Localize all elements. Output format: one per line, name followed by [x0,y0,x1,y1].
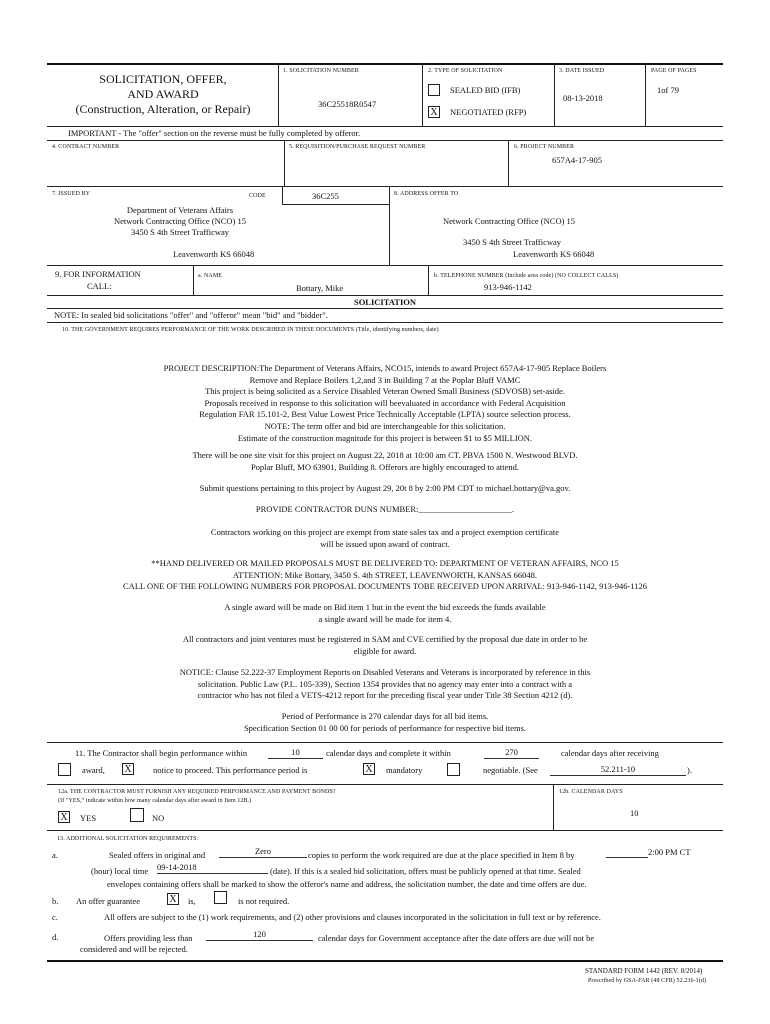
form-title-line1: SOLICITATION, OFFER, [99,72,227,86]
date-issued[interactable]: 08-13-2018 [563,93,603,103]
negotiated-label: NEGOTIATED (RFP) [450,107,527,117]
duns-number [80,504,690,516]
text-line: All contractors and joint ventures must be registered in SAM and CVE certified by the proposal due date in order to be [182,634,588,644]
issued-by-line3: 3450 S 4th Street Trafficway [130,227,230,237]
divider [554,63,555,126]
text-line: ATTENTION: Mike Bottary, 3450 S. 4th STREET, LEAVENWORTH, KANSAS 66048. [232,569,538,580]
item13d-text3: considered and will be rejected. [80,944,188,954]
code-label: CODE [249,193,266,199]
performance-period [80,711,690,734]
bonds-yes-checkbox[interactable]: X [58,811,70,823]
item13a-text1: Sealed offers in original and [109,850,206,860]
site-visit [80,450,690,473]
underline [550,775,686,776]
sealed-bid-label: SEALED BID (IFB) [450,85,521,95]
underline [484,758,539,759]
form-number: STANDARD FORM 1442 (REV. 8/2014) [585,967,703,975]
copies-value[interactable]: Zero [254,846,272,856]
text-line: will be issued upon award of contract. [320,538,450,549]
bonds-yes-label: YES [80,813,97,823]
prescribed-by: Prescribed by GSA-FAR (48 CFR) 52.236-1(d) [588,978,707,984]
text-line: a single award will be made for item 4. [318,613,452,624]
bonds-no-checkbox[interactable] [130,808,144,822]
issued-by-label: 7. ISSUED BY [52,191,91,197]
solicitation-type-label: 2. TYPE OF SOLICITATION [428,68,503,74]
name-label: a. NAME [198,273,223,279]
divider [645,63,646,126]
complete-days[interactable]: 270 [505,747,518,757]
rule [47,742,723,743]
rule [47,126,723,127]
delivery-instructions [80,558,690,593]
sealed-bid-checkbox[interactable] [428,84,440,96]
item13b-text2: is not required. [238,896,290,906]
negotiable-label: negotiable. (See [483,765,538,775]
item10-label: 10. THE GOVERNMENT REQUIRES PERFORMANCE OF THE WORK DESCRIBED IN THESE DOCUMENTS (Title, identifying numbers, date) [62,327,439,333]
divider [193,265,194,295]
divider [428,265,429,295]
divider [553,784,554,830]
award-label: award, [82,765,105,775]
notice-checkbox[interactable]: X [122,763,134,775]
divider [389,186,390,265]
negotiated-checkbox[interactable]: X [428,106,440,118]
questions-deadline [80,483,690,495]
text-line: **HAND DELIVERED OR MAILED PROPOSALS MUST BE DELIVERED TO: DEPARTMENT OF VETERAN AFFAIRS, NCO 15 [151,558,619,568]
divider [508,140,509,186]
text-line: NOTE: The term offer and bid are interchangeable for this solicitation. [264,420,506,431]
underline [219,857,307,858]
item13a-letter: a. [52,850,58,860]
text-line: PROVIDE CONTRACTOR DUNS NUMBER:______________________. [255,504,515,514]
solicitation-heading: SOLICITATION [353,297,417,307]
rule [47,186,723,187]
item13c-text: All offers are subject to the (1) work requirements, and (2) other provisions and clauses incorporated in the solicitation in full text or by reference. [104,912,601,922]
item13d-text2: calendar days for Government acceptance after the date offers are due will not be [318,933,595,943]
project-number[interactable]: 657A4-17-905 [552,155,603,165]
text-line: Remove and Replace Boilers 1,2,and 3 in Building 7 at the Poplar Bluff VAMC [249,374,521,385]
text-line: Regulation FAR 15.101-2, Best Value Lowest Price Technically Acceptable (LPTA) source selection process. [199,409,571,420]
item13a-local: (hour) local time [91,866,149,876]
rule [47,830,723,831]
page-of-pages-label: PAGE OF PAGES [651,68,697,74]
divider [278,63,279,126]
page-count: 1of 79 [657,85,679,95]
rule [47,322,723,323]
item13b-letter: b. [52,896,59,906]
award-checkbox[interactable] [58,763,71,776]
text-line: A single award will be made on Bid item 1 but in the event the bid exceeds the funds available [224,602,546,612]
item12a-label: 12a. THE CONTRACTOR MUST FURNISH ANY REQUIRED PERFORMANCE AND PAYMENT BONDS? [58,789,336,795]
contract-number-label: 4. CONTRACT NUMBER [52,144,120,150]
address-offer-label: 8. ADDRESS OFFER TO [394,191,459,197]
rule [47,784,723,785]
item11-close: ). [687,765,692,775]
item13c-letter: c. [52,912,58,922]
item13a-text2: copies to perform the work required are due at the place specified in Item 8 by [308,850,575,860]
text-line: PROJECT DESCRIPTION:The Department of Veterans Affairs, NCO15, intends to award Project 657A4-17-905 Replace Boilers [163,363,607,373]
item11-text1: 11. The Contractor shall begin performance within [75,748,248,758]
address-line1: Network Contracting Office (NCO) 15 [443,216,576,226]
underline [206,940,313,941]
text-line: contractor who has not filed a VETS-4212 report for the preceding fiscal year under Title 38 Section 4212 (d). [197,690,573,701]
guarantee-not-checkbox[interactable] [214,891,227,904]
text-line: Period of Performance is 270 calendar days for all bid items. [281,711,489,721]
item13a-text3: (date). If this is a sealed bid solicitation, offers must be publicly opened at that time. Sealed [270,866,581,876]
divider [422,63,423,126]
text-line: Submit questions pertaining to this project by August 29, 20t 8 by 2:00 PM CDT to michael.bottary@va.gov. [199,483,571,493]
vets-notice [80,667,690,702]
code-value[interactable]: 36C255 [312,191,339,201]
issued-by-line2: Network Contracting Office (NCO) 15 [113,216,247,226]
guarantee-is-checkbox[interactable]: X [167,893,179,905]
item13d-text1: Offers providing less than [104,933,193,943]
text-line: eligible for award. [353,645,417,656]
bonds-no-label: NO [152,813,165,823]
project-number-label: 6. PROJECT NUMBER [514,144,575,150]
text-line: NOTICE: Clause 52.222-37 Employment Reports on Disabled Veterans and Veterans is incorporated by reference in this [179,667,591,677]
mandatory-checkbox[interactable]: X [363,763,375,775]
phone-label: b. TELEPHONE NUMBER (Include area code) (NO COLLECT CALLS) [434,273,619,279]
negotiable-checkbox[interactable] [447,763,460,776]
important-note: IMPORTANT - The "offer" section on the reverse must be fully completed by offeror. [68,128,361,138]
text-line: Proposals received in response to this solicitation will beevaluated in accordance with Federal Acquisition [204,397,566,408]
divider [284,140,285,186]
rule [47,265,723,266]
info-label-2: CALL: [87,281,112,291]
rule [47,140,723,141]
rule [47,308,723,309]
solicitation-number-label: 1. SOLICITATION NUMBER [283,68,359,74]
form-title-line3: (Construction, Alteration, or Repair) [75,102,251,116]
single-award [80,602,690,625]
item13-label: 13. ADDITIONAL SOLICITATION REQUIREMENTS: [57,836,199,842]
registration [80,634,690,657]
project-description [80,363,690,444]
underline [268,758,323,759]
item12b-label: 12b. CALENDAR DAYS [559,789,623,795]
underline [157,873,268,874]
requisition-label: 5. REQUISITION/PURCHASE REQUEST NUMBER [289,144,426,150]
rule [47,295,723,296]
notice-label: notice to proceed. This performance period is [153,765,308,775]
text-line: Poplar Bluff, MO 63901, Building 8. Offerors are highly encouraged to attend. [250,461,520,472]
item12a-label-2: (If "YES," indicate within how many calendar days after award in Item 12B.) [58,798,252,804]
acceptance-days[interactable]: 120 [253,929,266,939]
text-line: There will be one site visit for this project on August 22, 2018 at 10:00 am CT. PBVA 1500 N. Westwood BLVD. [192,450,578,460]
start-days[interactable]: 10 [291,747,300,757]
due-date[interactable]: 09-14-2018 [157,862,197,872]
bottom-border [47,960,723,962]
text-line: Contractors working on this project are exempt from state sales tax and a project exemption certificate [210,527,560,537]
item13a-text4: envelopes containing offers shall be marked to show the offeror's name and address, the solicitation number, the date and time offers are due. [107,879,587,889]
issued-by-city: Leavenworth KS 66048 [173,249,255,259]
rule [282,204,389,205]
text-line: This project is being solicited as a Service Disabled Veteran Owned Small Business (SDVOSB) set-aside. [205,386,565,397]
item11-text2: calendar days and complete it within [326,748,451,758]
mandatory-label: mandatory [386,765,423,775]
item13b-text1: An offer guarantee [76,896,141,906]
address-city: Leavenworth KS 66048 [513,249,595,259]
clause-reference[interactable]: 52.211-10 [600,764,636,774]
calendar-days-value[interactable]: 10 [630,808,639,818]
form-title-line2: AND AWARD [127,87,199,101]
info-label-1: 9. FOR INFORMATION [55,269,141,279]
guarantee-is-label: is, [188,896,196,906]
item11-text3: calendar days after receiving [561,748,659,758]
contact-phone[interactable]: 913-946-1142 [484,282,532,292]
divider [282,186,283,204]
solicitation-number[interactable]: 36C25518R0547 [318,99,377,109]
item13d-letter: d. [52,932,59,942]
text-line: solicitation. Public Law (P.L. 105-339), Section 1354 provides that no agency may enter into a contract with a [197,678,573,689]
date-issued-label: 3. DATE ISSUED [559,68,605,74]
sealed-bid-note: NOTE: In sealed bid solicitations "offer" and "offeror" mean "bid" and "bidder". [54,310,328,320]
issued-by-line1: Department of Veterans Affairs [126,205,234,215]
top-border [47,63,723,65]
text-line: Estimate of the construction magnitude for this project is between $1 to $5 MILLION. [237,432,533,443]
due-time[interactable]: 2:00 PM CT [648,847,691,857]
tax-exemption [80,527,690,550]
text-line: Specification Section 01 00 00 for periods of performance for respective bid items. [243,722,527,733]
contact-name[interactable]: Bottary, Mike [296,283,344,293]
text-line: CALL ONE OF THE FOLLOWING NUMBERS FOR PROPOSAL DOCUMENTS TOBE RECEIVED UPON ARRIVAL: 913-946-1142, 913-946-1126 [123,581,647,592]
address-line2: 3450 S 4th Street Trafficway [463,237,562,247]
underline [606,857,648,858]
